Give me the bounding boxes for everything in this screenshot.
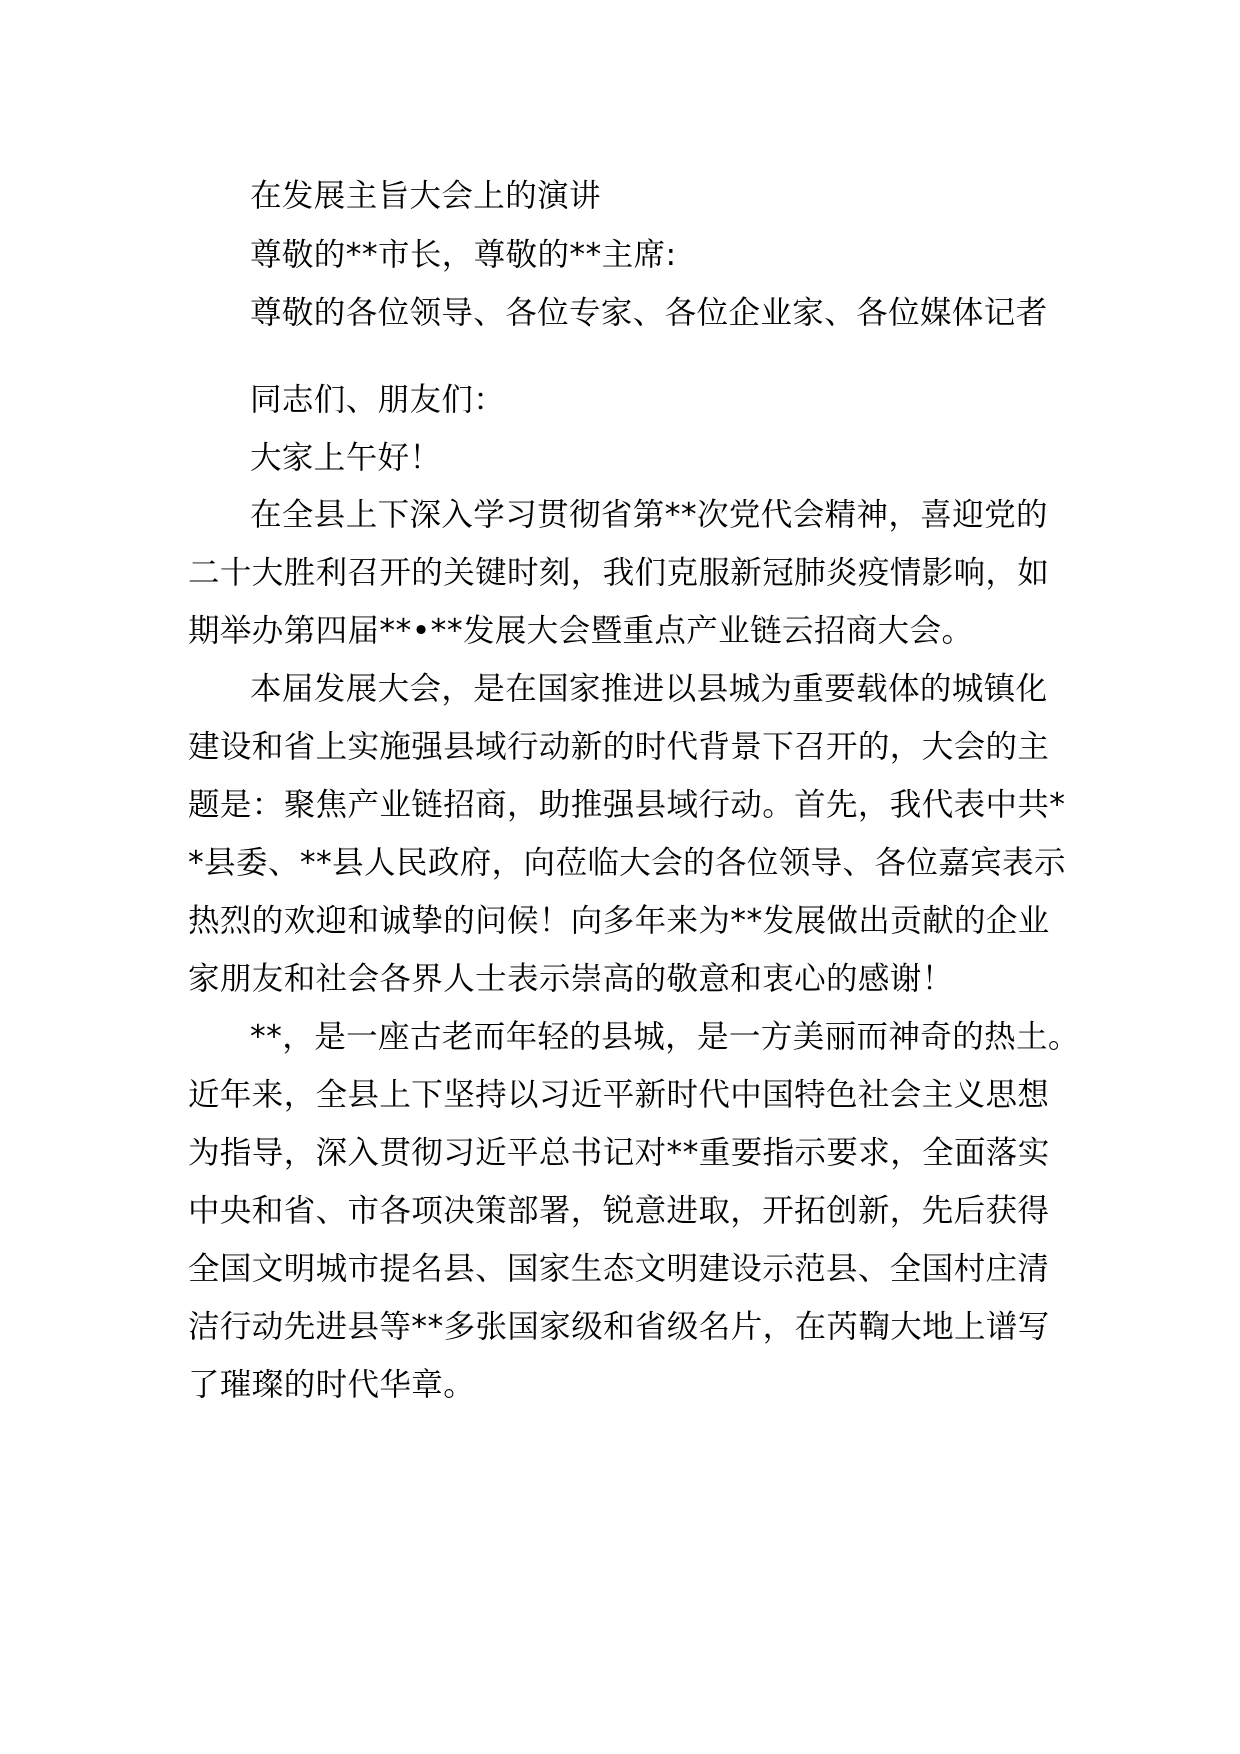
paragraph-line: 热烈的欢迎和诚挚的问候！向多年来为**发展做出贡献的企业 bbox=[188, 903, 1050, 939]
paragraph-line: **，是一座古老而年轻的县城，是一方美丽而神奇的热土。 bbox=[250, 1019, 1080, 1055]
paragraph-line: 期举办第四届**•**发展大会暨重点产业链云招商大会。 bbox=[188, 613, 974, 649]
paragraph-line: 题是：聚焦产业链招商，助推强县域行动。首先，我代表中共* bbox=[188, 787, 1066, 823]
paragraph-line: 建设和省上实施强县域行动新的时代背景下召开的，大会的主 bbox=[188, 729, 1050, 765]
salutation-line: 大家上午好！ bbox=[250, 440, 442, 476]
paragraph-line: 洁行动先进县等**多张国家级和省级名片，在芮鞫大地上谱写 bbox=[188, 1309, 1050, 1345]
paragraph-line: 在全县上下深入学习贯彻省第**次党代会精神，喜迎党的 bbox=[250, 497, 1048, 533]
paragraph-line: 本届发展大会，是在国家推进以县城为重要载体的城镇化 bbox=[250, 671, 1048, 707]
salutation-line: 尊敬的**市长，尊敬的**主席: bbox=[250, 237, 677, 273]
salutation-line: 同志们、朋友们： bbox=[250, 382, 506, 418]
paragraph-line: 为指导，深入贯彻习近平总书记对**重要指示要求，全面落实 bbox=[188, 1135, 1050, 1171]
salutation-line: 尊敬的各位领导、各位专家、各位企业家、各位媒体记者 bbox=[250, 295, 1048, 331]
document-title: 在发展主旨大会上的演讲 bbox=[250, 178, 601, 214]
paragraph-line: 中央和省、市各项决策部署，锐意进取，开拓创新，先后获得 bbox=[188, 1193, 1050, 1229]
paragraph-line: 二十大胜利召开的关键时刻，我们克服新冠肺炎疫情影响，如 bbox=[188, 555, 1050, 591]
paragraph-line: 了璀璨的时代华章。 bbox=[188, 1367, 476, 1403]
paragraph-line: 全国文明城市提名县、国家生态文明建设示范县、全国村庄清 bbox=[188, 1251, 1050, 1287]
paragraph-line: 近年来，全县上下坚持以习近平新时代中国特色社会主义思想 bbox=[188, 1077, 1050, 1113]
paragraph-line: 家朋友和社会各界人士表示崇高的敬意和衷心的感谢！ bbox=[188, 961, 954, 997]
paragraph-line: *县委、**县人民政府，向莅临大会的各位领导、各位嘉宾表示 bbox=[188, 845, 1066, 881]
